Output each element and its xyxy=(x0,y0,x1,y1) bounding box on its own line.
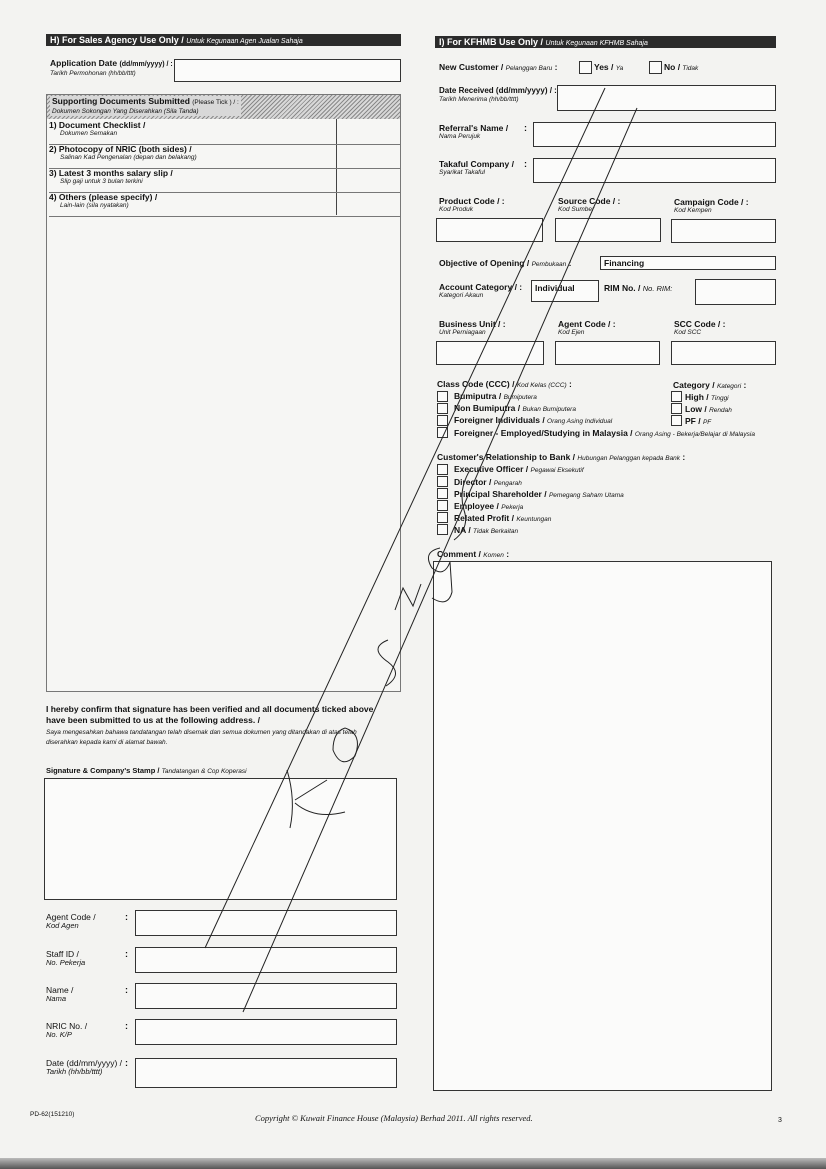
colon: : xyxy=(125,949,128,959)
colon: : xyxy=(125,985,128,995)
application-date-format-ms: (hh/bb/tttt) xyxy=(108,71,136,77)
product-code-text: Product Code / : xyxy=(439,196,505,206)
business-unit-text-ms: Unit Perniagaan xyxy=(439,329,486,336)
colon: : xyxy=(125,912,128,922)
application-date-text: Application Date xyxy=(50,58,118,68)
scc-code-text-ms: Kod SCC xyxy=(674,329,702,336)
option-text-ms: Orang Asing - Bekerja/Belajar di Malaysia xyxy=(634,431,755,438)
source-code-text: Source Code / : xyxy=(558,196,621,206)
option-text-ms: Orang Asing Individual xyxy=(547,418,613,425)
application-date-text-ms: Tarikh Permohonan xyxy=(50,70,107,77)
section-h-title-ms: Untuk Kegunaan Agen Jualan Sahaja xyxy=(186,38,303,45)
scribble-g xyxy=(428,548,452,602)
staff-id-text: Staff ID / xyxy=(46,949,79,959)
agent-code-text: Agent Code / xyxy=(46,912,96,922)
scribble-tail xyxy=(454,470,470,540)
business-unit-text: Business Unit / : xyxy=(439,319,506,329)
page-bottom-edge xyxy=(0,1158,826,1169)
supporting-tick: (Please Tick ) / : xyxy=(192,99,239,106)
scc-code-text: SCC Code / : xyxy=(674,319,726,329)
nric-text: NRIC No. / xyxy=(46,1021,88,1031)
name-text: Name / xyxy=(46,985,74,995)
date-text: Date (dd/mm/yyyy) / xyxy=(46,1058,123,1068)
option-text-ms: Keuntungan xyxy=(516,516,552,523)
date-received-text: Date Received (dd/mm/yyyy) / : xyxy=(439,86,557,95)
objective-text-ms: Pembukaan xyxy=(531,261,567,268)
option-text-ms: Rendah xyxy=(709,407,732,414)
section-i-title-ms: Untuk Kegunaan KFHMB Sahaja xyxy=(545,40,648,47)
class-code-text-ms: Kod Kelas (CCC) xyxy=(516,382,567,389)
rim-text-ms: No. RIM: xyxy=(642,284,673,293)
account-category-text: Account Category / : xyxy=(439,282,523,292)
relationship-text-ms: Hubungan Pelanggan kepada Bank xyxy=(577,455,681,462)
category-text-ms: Kategori xyxy=(716,383,742,390)
colon: : xyxy=(125,1058,128,1068)
new-customer-text-ms: Pelanggan Baru xyxy=(505,65,553,72)
account-category-value: Individual xyxy=(535,283,575,293)
signature-label-ms: Tandatangan & Cop Koperasi xyxy=(161,768,247,775)
scribble-s xyxy=(378,640,396,686)
campaign-code-text: Campaign Code / : xyxy=(674,197,749,207)
colon: : xyxy=(741,380,747,390)
option-text: Non Bumiputra / xyxy=(454,403,523,413)
form-code: PD-62(151210) xyxy=(30,1111,75,1118)
objective-value: Financing xyxy=(604,258,645,268)
yes-text: Yes / xyxy=(594,62,616,72)
class-code-text: Class Code (CCC) / xyxy=(437,379,517,389)
option-text-ms: Bumiputera xyxy=(503,394,537,401)
objective-text: Objective of Opening / xyxy=(439,258,532,268)
product-code-text-ms: Kod Produk xyxy=(439,206,473,213)
doc-item-label: 1) Document Checklist / xyxy=(49,120,146,130)
crossout-line-2 xyxy=(243,108,637,1012)
doc-item-label: 4) Others (please specify) / xyxy=(49,192,158,202)
agent-code-right-text: Agent Code / : xyxy=(558,319,616,329)
account-category-text-ms: Kategori Akaun xyxy=(439,292,484,299)
colon: : xyxy=(680,452,686,462)
section-i-title: I) For KFHMB Use Only / xyxy=(439,37,546,47)
option-text: Executive Officer / xyxy=(454,464,531,474)
colon: : xyxy=(524,123,527,133)
option-text: Foreigner Individuals / xyxy=(454,415,548,425)
name-text-ms: Nama xyxy=(46,994,67,1003)
colon: : xyxy=(566,379,572,389)
option-text: Employee / xyxy=(454,501,502,511)
referral-text: Referral's Name / xyxy=(439,123,509,133)
relationship-text: Customer's Relationship to Bank / xyxy=(437,452,578,462)
doc-item-label-ms: Dokumen Semakan xyxy=(60,130,118,137)
option-text-ms: Pengarah xyxy=(493,480,522,487)
crossout-line-1 xyxy=(205,88,605,948)
option-text-ms: Bukan Bumiputera xyxy=(522,406,576,413)
agent-code-right-text-ms: Kod Ejen xyxy=(558,329,585,336)
colon: : xyxy=(503,549,510,559)
option-text: High / xyxy=(685,392,711,402)
page-number: 3 xyxy=(778,1117,782,1124)
signature-label-en: Signature & Company's Stamp / xyxy=(46,766,162,775)
agent-code-text-ms: Kod Agen xyxy=(46,921,79,930)
option-text: Director / xyxy=(454,477,494,487)
supporting-title-ms: Dokumen Sokongan Yang Diserahkan (Sila Tanda) xyxy=(50,108,241,116)
option-text: NA / xyxy=(454,525,474,535)
copyright: Copyright © Kuwait Finance House (Malaysia) Berhad 2011. All rights reserved. xyxy=(255,1113,533,1123)
confirmation-text-ms: Saya mengesahkan bahawa tandatangan telah disemak dan semua dokumen yang ditandakan di atas telah diserahkan kepada kami di alamat bawah. xyxy=(46,729,357,746)
yes-text-ms: Ya xyxy=(615,65,624,72)
source-code-text-ms: Kod Sumber xyxy=(558,206,595,213)
doc-item-label: 3) Latest 3 months salary slip / xyxy=(49,168,173,178)
comment-text-ms: Komen xyxy=(483,552,504,559)
option-text-ms: PF xyxy=(702,419,712,426)
doc-item-label-ms: Lain-lain (sila nyatakan) xyxy=(60,202,129,209)
no-text: No / xyxy=(664,62,683,72)
campaign-code-text-ms: Kod Kempen xyxy=(674,207,712,214)
option-text-ms: Pekerja xyxy=(501,504,524,511)
takaful-text: Takaful Company / xyxy=(439,159,514,169)
new-customer-text: New Customer / xyxy=(439,62,506,72)
referral-text-ms: Nama Perujuk xyxy=(439,133,481,140)
option-text-ms: Tinggi xyxy=(710,395,729,402)
option-text: Related Profit / xyxy=(454,513,517,523)
option-text-ms: Tidak Berkaitan xyxy=(473,528,519,535)
colon: : xyxy=(554,62,558,72)
rim-text: RIM No. / xyxy=(604,283,643,293)
section-h-title: H) For Sales Agency Use Only / xyxy=(50,35,187,45)
takaful-text-ms: Syarikat Takaful xyxy=(439,169,486,176)
category-text: Category / xyxy=(673,380,717,390)
supporting-title: Supporting Documents Submitted xyxy=(52,96,193,106)
option-text: Foreigner - Employed/Studying in Malaysia / xyxy=(454,428,635,438)
date-received-text-ms: Tarikh Menerima (hh/bb/tttt) xyxy=(439,96,519,103)
scribble-o xyxy=(333,728,357,762)
comment-text: Comment / xyxy=(437,549,484,559)
doc-item-label-ms: Salinan Kad Pengenalan (depan dan belakang) xyxy=(60,154,197,161)
staff-id-text-ms: No. Pekerja xyxy=(46,958,86,967)
option-text: PF / xyxy=(685,416,703,426)
no-text-ms: Tidak xyxy=(682,65,699,72)
nric-text-ms: No. K/P xyxy=(46,1030,72,1039)
date-text-ms: Tarikh (hh/bb/tttt) xyxy=(46,1067,103,1076)
colon: : xyxy=(125,1021,128,1031)
confirmation-text-en: I hereby confirm that signature has been verified and all documents ticked above have been submitted to us at the following address. / xyxy=(46,704,374,725)
doc-item-label-ms: Slip gaji untuk 3 bulan terkini xyxy=(60,178,143,185)
option-text: Bumiputra / xyxy=(454,391,504,401)
application-date-format: (dd/mm/yyyy) / : xyxy=(119,61,173,68)
option-text-ms: Pemegang Saham Utama xyxy=(548,492,624,499)
colon: : xyxy=(568,258,572,268)
option-text: Low / xyxy=(685,404,710,414)
scribble-n xyxy=(395,584,421,610)
option-text-ms: Pegawai Eksekutif xyxy=(530,467,584,474)
doc-item-label: 2) Photocopy of NRIC (both sides) / xyxy=(49,144,192,154)
colon: : xyxy=(524,159,527,169)
option-text: Principal Shareholder / xyxy=(454,489,549,499)
